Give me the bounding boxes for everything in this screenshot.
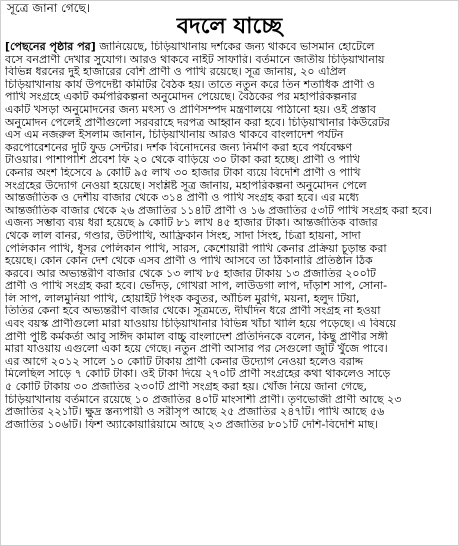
article-line: এস এম নজরুল ইসলাম জানান, চিড়িয়াখানায় আরও থাকবে বাংলাদেশ পর্যটন [5, 129, 344, 142]
article-line: চিড়িয়াখানায় কার্য উপদেষ্টা কমিটির বৈঠক হয়। তাতে নতুন করে তিন শতাধিক প্রাণী ও [5, 78, 375, 91]
continuation-marker: [পেছনের পৃষ্ঠার পর] [5, 41, 96, 53]
article-line: প্রজাতির ১০৬টি। ফিশ অ্যাকোয়ারিয়ামে আছে ২৩ প্রজাতির ৮০১টি দেশি-বিদেশি মাছ। [5, 418, 379, 431]
article-line: বিভিন্ন ধরনের দুই হাজারের বেশি প্রাণী ও পাখি রয়েছে। সূত্র জানায়, ২০ এপ্রিল [5, 66, 346, 79]
article-line-text: জানিয়েছে, চিড়িয়াখানায় দর্শকের জন্য থাকবে ভাসমান হোটেলে [99, 41, 375, 53]
article-line: আন্তর্জাতিক ও দেশীয় বাজার থেকে ৩১৪ প্রাণী ও পাখি সংগ্রহ করা হবে। এর মধ্যে [5, 192, 359, 205]
article-line: থেকে লাল বানর, গণ্ডার, উটপাখি, আফ্রিকান সিংহ, সাদা সিংহ, চিত্রা হায়না, সাদা [5, 229, 361, 242]
article-line: আন্তর্জাতিক বাজার থেকে ২৬ প্রজাতির ১১৪টি প্রাণী ও ১৬ প্রজাতির ৫৩টি পাখি সংগ্রহ করা হবে। [5, 204, 433, 217]
article-line: প্রাণী ও পাখি সংগ্রহ করা হবে। ভোঁদড়, গোখরা সাপ, লাউডগা লাপ, দাঁড়াশ সাপ, সোনা- [5, 280, 388, 293]
article-line: হয়েছে। কোন কোন দেশ থেকে এসব প্রাণী ও পাখি আসবে তা ঠিকানারি প্রতিষ্ঠান ঠিক [5, 255, 373, 268]
article-line: কেনার অংশ হিসেবে ৯ কোটি ৯৫ লাখ ৩০ হাজার টাকা ব্যয়ে বিদেশি প্রাণী ও পাখি [5, 166, 361, 179]
headline: বদলে যাচ্ছে [176, 13, 283, 39]
article-line: অনুমোদন পেলেই প্রাণীগুলো সরবরাহে দরপত্র আহ্বান করা হবে। চিড়িয়াখানার কিউরেটর [5, 116, 390, 129]
article-line: লি সাপ, লালমুনিয়া পাখি, হোয়াইট পিংক কবুতর, আঁচিল মুরগি, ময়না, হলুদ টিয়া, [5, 292, 360, 305]
article-line: করপোরেশনের দুটি ফুড সেন্টার। দর্শক বিনোদনের জন্য নির্মাণ করা হবে পর্যবেক্ষণ [5, 141, 353, 154]
article-line: করবে। আর অভ্যন্তরীণ বাজার থেকে ১৩ লাখ ৮৫ হাজার টাকায় ১৩ প্রজাতির ২০০টি [5, 267, 376, 280]
article-line: টাওয়ার। পাশাপাশি প্রবেশ ফি ২০ থেকে বাড়িয়ে ৩০ টাকা করা হচ্ছে। প্রাণী ও পাখি [5, 154, 360, 167]
article-line: প্রাণী পুষ্টি কর্মকর্তা আবু সাঈদ কামাল বাচ্চু বাংলাদেশ প্রতিদিনকে বলেন, কিছু প্রাণীর সঙ্গী [5, 330, 388, 343]
article-line: প্রজাতির ২২১টি। ক্ষুদ্র স্তন্যপায়ী ও সরীসৃপ আছে ২৫ প্রজাতির ২৪৭টি। পাখি আছে ৫৬ [5, 406, 385, 419]
article-line: সংগ্রহের উদ্যোগ নেওয়া হয়েছে। সংশ্লিষ্ট সূত্র জানায়, মহাপরিকল্পনা অনুমোদন পেলে [5, 179, 367, 192]
article-line: পাখি সংগ্রহে একটি কর্মপরিকল্পনা অনুমোদন পেয়েছে। বৈঠকের পর মহাপরিকল্পনার [5, 91, 357, 104]
article-line: মারা যাওয়ায় এগুলো একা হয়ে গেছে। নতুন প্রাণী আসার পর সেগুলো জুটি খুঁজে পাবে। [5, 343, 388, 356]
article-line: তিতির কেনা হবে অভ্যন্তরীণ বাজার থেকে। সূত্রমতে, দীর্ঘদিন ধরে প্রাণী সংগ্রহ না হওয়া [5, 305, 381, 318]
article-line: ৫ কোটি টাকায় ৩০ প্রজাতির ২৩০টি প্রাণী সংগ্রহ করা হয়। খোঁজ নিয়ে জানা গেছে, [5, 381, 367, 394]
article-line: এজন্য সম্ভাব্য ব্যয় ধরা হয়েছে ৯ কোটি ৮১ লাখ ৪৫ হাজার টাকা। আন্তর্জাতিক বাজার [5, 217, 378, 230]
previous-column-tail: সূত্রে জানা গেছে। [7, 1, 91, 15]
article-line [5, 41, 454, 54]
article-line: পেলিকান পাখি, ধূসর পেলিকান পাখি, সারস, কেশোয়ারী পাখি কেনার প্রক্রিয়া চূড়ান্ত করা [5, 242, 387, 255]
article-line: এর আগে ২০১২ সালে ১০ কোটি টাকায় প্রাণী কেনার উদ্যোগ নেওয়া হলেও বরাদ্দ [5, 355, 364, 368]
article-line: এবং বয়স্ক প্রাণীগুলো মারা যাওয়ায় চিড়িয়াখানার বিভিন্ন খাঁচা খালি হয়ে পড়েছে। এ বিষয়ে [5, 318, 396, 331]
article-line: একটি খসড়া অনুমোদনের জন্য মৎস্য ও প্রাণিসম্পদ মন্ত্রণালয়ে পাঠানো হয়। ওই প্রস্তাব [5, 103, 376, 116]
article-line: বসে বনপ্রাণী দেখার সুযোগ। আরও থাকবে নাইট সাফারি। বর্তমানে জাতীয় চিড়িয়াখানায় [5, 53, 385, 66]
article-line: চিড়িয়াখানায় বর্তমানে রয়েছে ১০ প্রজাতির ৪০টি মাংসাশী প্রাণী। তৃণভোজী প্রাণী আছে ২৩ [5, 393, 402, 406]
article-line: মিলেছিল সাড়ে ৭ কোটি টাকা। ওই টাকা দিয়ে ২৭০টি প্রাণী সংগ্রহের কথা থাকলেও সাড়ে [5, 368, 391, 381]
article-body [5, 41, 454, 431]
